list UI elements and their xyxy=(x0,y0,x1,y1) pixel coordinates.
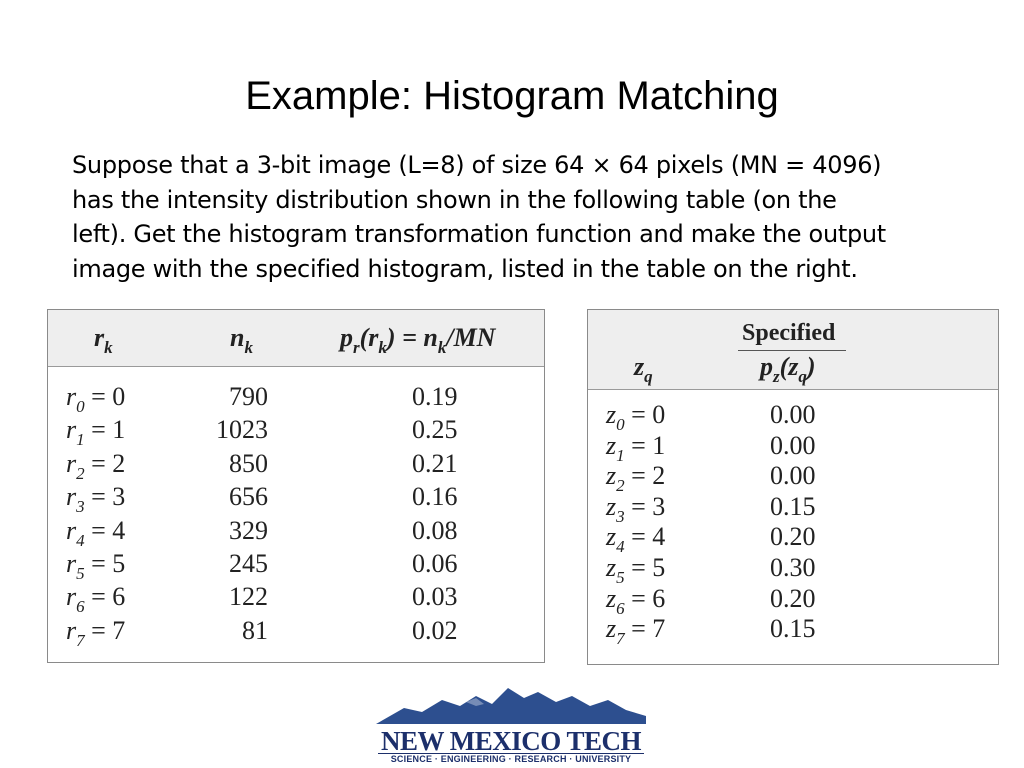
probability-cell: 0.19 xyxy=(412,382,458,411)
level-index: 2 xyxy=(616,476,625,496)
level-index: 2 xyxy=(76,463,85,483)
level-index: 0 xyxy=(616,415,625,434)
intensity-level-cell xyxy=(66,582,126,617)
output-level-cell xyxy=(606,522,666,557)
table-row xyxy=(66,616,536,649)
table-row xyxy=(606,522,986,557)
level-value: = 7 xyxy=(624,614,666,644)
table-row xyxy=(66,482,536,515)
table-row xyxy=(66,449,536,482)
probability-cell: 0.16 xyxy=(412,482,458,512)
level-value: = 1 xyxy=(624,430,666,460)
intensity-level-cell xyxy=(66,615,126,650)
table-header xyxy=(48,310,544,367)
paragraph-line: Suppose that a 3-bit image (L=8) of size 64 × 64 pixels (MN = 4096) xyxy=(72,151,882,179)
table-row xyxy=(66,382,536,415)
pixel-count-cell: 790 xyxy=(229,382,268,411)
specified-probability-cell: 0.15 xyxy=(770,491,816,521)
specified-probability-cell: 0.30 xyxy=(770,553,816,582)
input-histogram-table xyxy=(47,309,545,663)
table-row xyxy=(606,461,986,496)
level-value: = 7 xyxy=(84,615,126,645)
slide-title: Example: Histogram Matching xyxy=(245,74,779,118)
header-pz: $p_z(z_q)$ xyxy=(760,352,816,386)
level-index: 6 xyxy=(76,597,85,617)
level-value: = 2 xyxy=(84,448,126,478)
level-index: 1 xyxy=(76,430,85,450)
level-value: = 0 xyxy=(84,382,126,411)
specified-probability-cell: 0.20 xyxy=(770,583,816,613)
level-index: 3 xyxy=(616,506,625,526)
mountain-logo-icon xyxy=(376,686,646,730)
logo-tagline: SCIENCE · ENGINEERING · RESEARCH · UNIVERSITY xyxy=(390,754,632,764)
table-row xyxy=(606,583,986,618)
level-value: = 6 xyxy=(624,583,666,613)
level-index: 5 xyxy=(616,568,625,587)
level-symbol: z xyxy=(606,553,617,582)
level-symbol: r xyxy=(66,549,77,578)
probability-cell: 0.03 xyxy=(412,582,458,612)
table-row xyxy=(606,491,986,526)
problem-statement xyxy=(72,148,962,286)
table-row xyxy=(66,516,536,549)
output-level-cell xyxy=(606,583,666,618)
level-symbol: r xyxy=(66,382,77,411)
pixel-count-cell: 245 xyxy=(229,549,268,578)
level-symbol: z xyxy=(606,491,617,521)
level-symbol: z xyxy=(606,583,617,613)
output-level-cell xyxy=(606,430,666,465)
level-symbol: z xyxy=(606,400,617,429)
pixel-count-cell: 122 xyxy=(229,582,268,612)
pixel-count-cell: 656 xyxy=(229,482,268,512)
table-row xyxy=(606,430,986,465)
probability-cell: 0.06 xyxy=(412,549,458,578)
output-level-cell xyxy=(606,614,666,649)
new-mexico-tech-logo xyxy=(376,686,646,764)
level-value: = 0 xyxy=(624,400,666,429)
level-value: = 4 xyxy=(84,515,126,545)
specified-histogram-table xyxy=(587,309,999,665)
pixel-count-cell: 81 xyxy=(242,615,268,645)
mountain-range-shape xyxy=(376,688,646,724)
level-index: 0 xyxy=(76,397,85,416)
pixel-count-cell: 1023 xyxy=(216,415,268,445)
level-symbol: z xyxy=(606,522,617,552)
probability-cell: 0.25 xyxy=(412,415,458,445)
header-specified: Specified xyxy=(742,320,836,346)
logo-name-text: NEW MEXICO TECH xyxy=(380,726,642,756)
intensity-level-cell xyxy=(66,515,126,550)
specified-probability-cell: 0.15 xyxy=(770,614,816,644)
header-underline xyxy=(738,350,846,351)
level-index: 6 xyxy=(616,598,625,618)
level-symbol: z xyxy=(606,461,617,491)
level-value: = 1 xyxy=(84,415,126,445)
level-symbol: z xyxy=(606,614,617,644)
level-index: 5 xyxy=(76,564,85,583)
level-value: = 5 xyxy=(84,549,126,578)
paragraph-line: image with the specified histogram, listed in the table on the right. xyxy=(72,254,858,283)
intensity-level-cell xyxy=(66,482,126,517)
specified-probability-cell: 0.00 xyxy=(770,430,816,460)
table-row xyxy=(66,582,536,615)
pixel-count-cell: 329 xyxy=(229,515,268,545)
paragraph-line: left). Get the histogram transformation function and make the output xyxy=(72,220,886,248)
level-value: = 2 xyxy=(624,461,666,491)
output-level-cell xyxy=(606,400,666,434)
level-index: 4 xyxy=(616,537,625,557)
intensity-level-cell xyxy=(66,415,126,450)
specified-probability-cell: 0.00 xyxy=(770,400,816,429)
specified-probability-cell: 0.00 xyxy=(770,461,816,491)
header-nk: $n_k$ xyxy=(230,323,253,357)
level-symbol: r xyxy=(66,482,77,512)
output-level-cell xyxy=(606,491,666,526)
level-index: 4 xyxy=(76,530,85,550)
probability-cell: 0.02 xyxy=(412,615,458,645)
header-zq: $z_q$ xyxy=(634,352,653,386)
table-row xyxy=(66,415,536,448)
intensity-level-cell xyxy=(66,549,126,583)
level-value: = 3 xyxy=(84,482,126,512)
output-level-cell xyxy=(606,553,666,587)
table-row xyxy=(606,614,986,649)
pixel-count-cell: 850 xyxy=(229,448,268,478)
level-value: = 6 xyxy=(84,582,126,612)
specified-probability-cell: 0.20 xyxy=(770,522,816,552)
table-row xyxy=(606,553,986,587)
level-symbol: r xyxy=(66,515,77,545)
level-symbol: r xyxy=(66,615,77,645)
intensity-level-cell xyxy=(66,382,126,416)
table-row xyxy=(606,400,986,434)
level-value: = 3 xyxy=(624,491,666,521)
output-level-cell xyxy=(606,461,666,496)
level-index: 1 xyxy=(616,445,625,465)
level-index: 7 xyxy=(76,630,85,650)
probability-cell: 0.08 xyxy=(412,515,458,545)
level-index: 3 xyxy=(76,497,85,517)
paragraph-line: has the intensity distribution shown in the following table (on the xyxy=(72,185,837,214)
table-row xyxy=(66,549,536,582)
level-symbol: z xyxy=(606,430,617,460)
table-header xyxy=(588,310,998,390)
level-symbol: r xyxy=(66,415,77,445)
level-index: 7 xyxy=(616,629,625,649)
intensity-level-cell xyxy=(66,448,126,483)
probability-cell: 0.21 xyxy=(412,448,458,478)
level-value: = 5 xyxy=(624,553,666,582)
header-rk: $r_k$ xyxy=(94,323,113,357)
level-value: = 4 xyxy=(624,522,666,552)
level-symbol: r xyxy=(66,582,77,612)
header-probability: $p_r(r_k) = n_k/MN$ xyxy=(340,323,496,357)
level-symbol: r xyxy=(66,448,77,478)
